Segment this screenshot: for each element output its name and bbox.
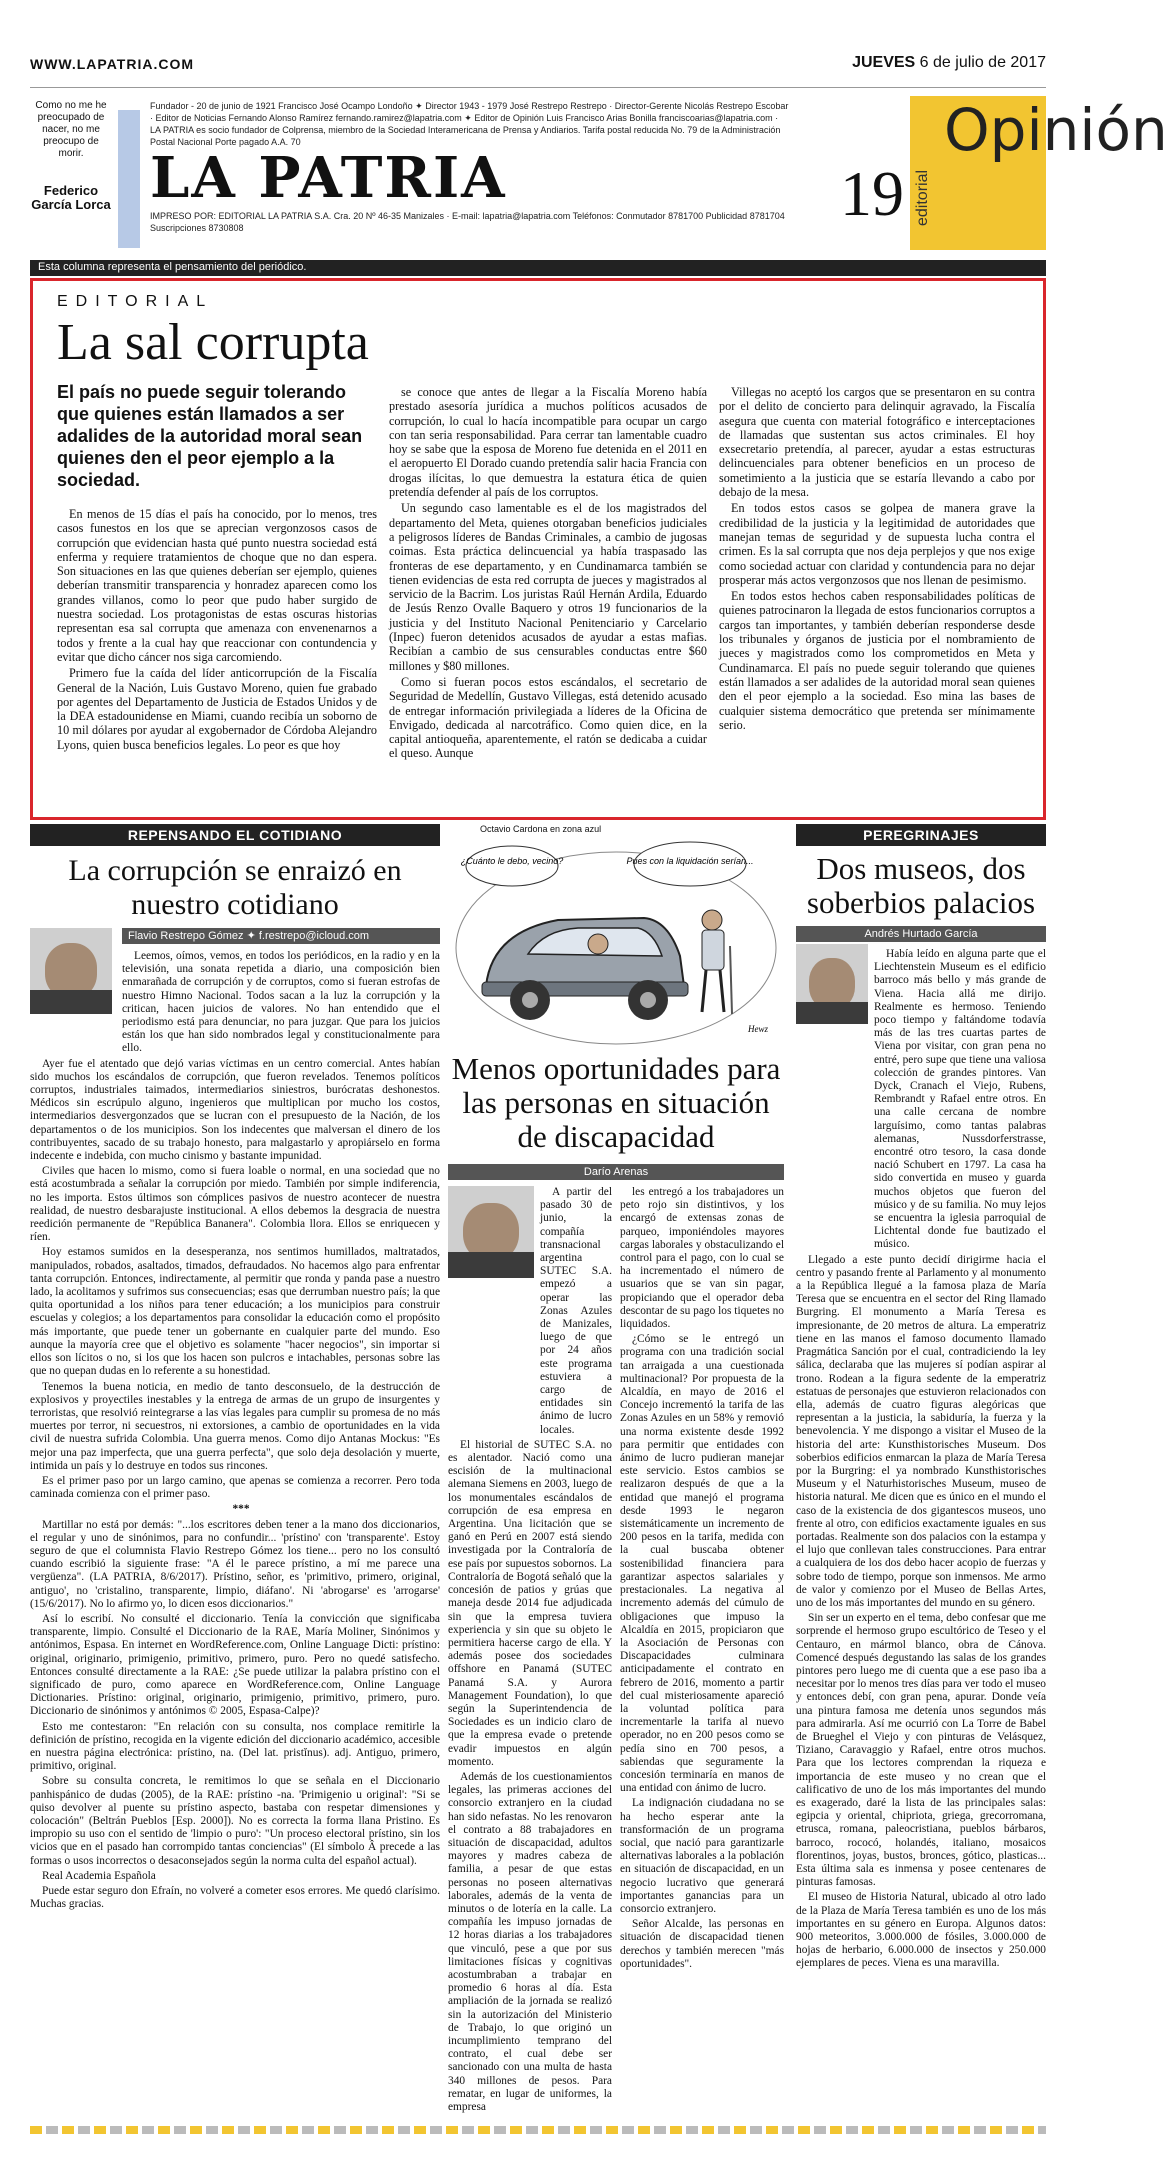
article-title: Dos museos, dos soberbios palacios (806, 851, 1036, 920)
paragraph: Sin ser un experto en el tema, debo confesar que me sorprende el hermoso grupo escultórico de Teseo y el Centauro, en mármol blanco, obra de Cánova. Comencé después degustando las salas de los grandes pintores pero luego me di cuenta que a ese paso iba a necesitar por lo menos tres días para ver todo el museo y entonces debí, con gran pena, apurar. Donde veía una pintura famosa me detenía unos segundos más para admirarla. Así me ocurrió con La Torre de Babel de Brueghel el Viejo y con pinturas de Velásquez, Tiziano, Caravaggio y Rafael, entre otros muchos. Para que los lectores comprendan la riqueza e importancia de este museo y no crean que el calificativo de uno de los más importantes del mundo es exagerado, daré la lista de las principales salas: egipcia y oriental, chipriota, griega, grecorromana, etrusca, romana, paleocristiana, pueblos bárbaros, barroco, rococó, holandés, italiano, mosaicos florentinos, joyas, bustos, bronces, gótico, plasticas... Esta última sala es inmensa y posee centenares de pinturas famosas. (796, 1612, 1046, 1889)
paragraph: A partir del pasado 30 de junio, la compañía transnacional argentina SUTEC S.A. empezó a operar las Zonas Azules de Manizales, luego de que por 24 años este programa estuviera a cargo de entidades sin ánimo de lucro locales. (540, 1186, 612, 1436)
bubble-right-text: Pues con la liquidación serían... (626, 856, 754, 866)
paragraph: Primero fue la caída del líder anticorrupción de la Fiscalía General de la Nación, Luis Gustavo Moreno, quien fue grabado por agentes del Departamento de Justicia de Estados Unidos y de la DEA estadounidense en Miami, cuando recibía un soborno de 10 mil dólares por ayudar al exgobernador de Córdoba Alejandro Lyons, quien busca beneficios legales. Lo peor es que hoy (57, 666, 377, 752)
paragraph: Martillar no está por demás: "...los escritores deben tener a la mano dos diccionarios, el regular y uno de sinónimos, para no confundir... 'prístino' con 'transparente'. Estoy seguro de que el columnista Flavio Restrepo Gómez los tiene... pero no los consultó cuando escribió la siguiente frase: "A él le parece prístino, a mí me parece una vergüenza". (LA PATRIA, 8/6/2017). Prístino, señor, es 'primitivo, primero, original, antiguo', no 'cristalino, transparente, limpio, diáfano'. Ni 'abrogarse' es 'arrogarse' (15/6/2017). No lo afirmo yo, lo dicen esos diccionarios." (30, 1518, 440, 1610)
daily-quote: Como no me he preocupado de nacer, no me preocupo de morir. (35, 100, 107, 159)
quote-author: Federico García Lorca (31, 183, 111, 212)
paragraph: Villegas no aceptó los cargos que se presentaron en su contra por el delito de concierto para delinquir agravado, la Fiscalía asegura que cuenta con material fotográfico e interceptaciones de llamadas que sustentan sus actos criminales. El hoy exsecretario pretendía, al parecer, ayudar a estas estructuras delincuenciales para obtener beneficios en un proceso de sometimiento a la justicia que se estaría llevando a cabo por debajo de la mesa. (719, 385, 1035, 500)
bubble-left-text: ¿Cuánto le debo, vecino? (460, 856, 564, 866)
paragraph: El historial de SUTEC S.A. no es alentador. Nació como una escisión de la multinacional alemana Siemens en 2003, luego de los monumentales escándalos de corrupción de esa empresa en Argentina. Una licitación que se ganó en Perú en 2007 está siendo investigada por la Contraloría de ese país por supuestos sobornos. La Contraloría de Bogotá señaló que la concesión de patios y grúas que maneja desde 2014 fue adjudicada sin que la empresa tuviera experiencia y sin que su objeto le permitiera hacerse cargo de ella. Y además posee dos sociedades offshore en Panamá (SUTEC Panamá S.A. y Aurora Management Foundation), lo que según la Superintendencia de Sociedades es un indicio claro de que la empresa evade o pretende evadir impuestos en algún momento. (448, 1438, 612, 1768)
article-column-1 (448, 1186, 612, 2116)
editorial-column-1 (57, 507, 377, 754)
article-byline: Flavio Restrepo Gómez ✦ f.restrepo@icloud.com (122, 928, 440, 944)
article-byline: Darío Arenas (448, 1164, 784, 1180)
paragraph: Llegado a este punto decidí dirigirme hacia el centro y pasando frente al Parlamento y al monumento a la República llegué a la famosa plaza de María Teresa que se encuentra en el sector del Ring llamado Burgring. El monumento a María Teresa es impresionante, de 20 metros de altura. La emperatriz tiene en las manos el famoso documento llamado Pragmática Sanción por el cual, contradiciendo la ley sálica, declaraba que las mujeres sí podían aspirar al trono. Rodean a la figura sedente de la emperatriz estatuas de personajes que estuvieron relacionados con ella, además de cuatro figuras alegóricas que representan a la justicia, la sabiduría, la fuerza y la benevolencia. Y me dispongo a visitar el Museo de la historia del arte: Kunsthistorisches Museum. Dos soberbios edificios enmarcan la plaza de María Teresa por la Burgring: el ya nombrado Kunsthistorisches Museum y el Naturhistorisches Museum, museo de historia natural. Me dicen que es único en el mundo el caso de la existencia de dos gigantescos museos, uno frente al otro, con edificios exactamente iguales en sus portadas. Realmente son dos palacios con la estampa y el lujo que conllevan tales construcciones. Para entrar a cualquiera de los dos debo hacer acopio de fuerzas y sobre todo de tiempo, porque son inmensos. Me armo de valor y comienzo por el Museo de Bellas Artes, uno de los más importantes del mundo en su género. (796, 1253, 1046, 1609)
paragraph: Como si fueran pocos estos escándalos, el secretario de Seguridad de Medellín, Gustavo Villegas, está detenido acusado de entregar información privilegiada a líderes de la Oficina de Envigado, dedicada al narcotráfico. Como quien dice, en la capital antioqueña, aparentemente, el ratón se dedicaba a cuidar el queso. Aunque (389, 674, 707, 761)
paragraph: Además de los cuestionamientos legales, las primeras acciones del consorcio extranjero en la ciudad han sido nefastas. No les renovaron el contrato a 88 trabajadores en situación de discapacidad, adultos mayores y madres cabeza de familia, a pesar de que estas personas no poseen alternativas laborales, además de la venta de minutos o de lotería en la calle. La compañía les impuso jornadas de 12 horas diarias a los trabajadores que vinculó, pese a que por sus limitaciones físicas y cognitivas acostumbraban a trabajar en promedio 6 horas al día. Esta ampliación de la jornada se realizó sin la autorización del Ministerio de Trabajo, lo que originó un incumplimiento temprano del contrato, el cual debe ser sancionado con una multa de hasta 340 millones de pesos. Para rematar, en lugar de uniformes, la empresa (448, 1770, 612, 2114)
paragraph: Civiles que hacen lo mismo, como si fuera loable o normal, en una sociedad que no está acostumbrada a señalar la corrupción por miedo. También por simple indiferencia, no les importa. Estos últimos son cómplices pasivos de nuestro acontecer de nuestra realidad, de nuestro desbarajuste institucional. A ellos debemos la desgracia de nuestra reedición permanente de "República Bananera". Colombia llora. Ellos se enriquecen y ríen. (30, 1165, 440, 1244)
paragraph: Un segundo caso lamentable es el de los magistrados del departamento del Meta, quienes otorgaban beneficios judiciales a peligrosos líderes de Bandas Criminales, a cambio de jugosas coimas. Esta práctica delincuencial ya había traspasado las fronteras de ese departamento, y en Cundinamarca también se tienen evidencias de esta red corrupta de jueces y magistrados al servicio de la Bacrim. Los juristas Raúl Hernán Ardila, Eduardo de Jesús Renzo Ovalle Baquero y otros 19 funcionarios de la justicia y del Instituto Nacional Penitenciario y Carcelario (Inpec) fueron detenidos acusados de ayudar a estas mafias. Recibían a cambio de sus censurables conductas entre $60 millones y $80 millones. (389, 501, 707, 673)
editorial-box (30, 278, 1046, 820)
cartoon (448, 824, 784, 1046)
paragraph: Leemos, oímos, vemos, en todos los periódicos, en la radio y en la televisión, una sonata repetida a diario, una composición bien enmarañada de corrupción y de corruptos, como si fueran estrofas de nuestro Himno Nacional. Todos sacan a la luz la corrupción y la critican, hacen juicios de valores. No han entendido que el periodismo está para denunciar, no para juzgar. Que para los juicios están los que han sido nombrados legal y constitucionalmente para ello. (122, 950, 440, 1055)
paragraph: La indignación ciudadana no se ha hecho esperar ante la transformación de un programa social, que nació para garantizarle alternativas laborales a la población en situación de discapacidad, en un negocio lucrativo que generará importantes ganancias para un consorcio extranjero. (620, 1797, 784, 1915)
page-number: 19 (840, 158, 904, 229)
column-note: Esta columna representa el pensamiento del periódico. (30, 260, 1046, 276)
paragraph: Puede estar seguro don Efraín, no volveré a cometer esos errores. Me quedó clarísimo. Muchas gracias. (30, 1885, 440, 1911)
cartoon-signature: Hewz (748, 1024, 768, 1034)
editorial-column-2 (389, 385, 707, 763)
article-body (796, 948, 1046, 1973)
staff-credits: Fundador - 20 de junio de 1921 Francisco José Ocampo Londoño ✦ Director 1943 - 1979 José Restrepo Restrepo · Director-Gerente Nicolás Restrepo Escobar · Editor de Noticias Fernando Alonso Ramírez fernando.ramirez@lapatria.com ✦ Editor de Opinión Luis Francisco Arias Bonilla franciscoarias@lapatria.com · LA PATRIA es socio fundador de Colprensa, miembro de la Sociedad Interamericana de Prensa y Andiarios. Tarifa postal reducida No. 79 de la Administración Postal Nacional Porte pagado A.A. 70 (150, 101, 789, 147)
footer-pattern (30, 2126, 1046, 2134)
separator: *** (232, 1503, 250, 1516)
paragraph: Ayer fue el atentado que dejó varias víctimas en un centro comercial. Antes habían sido muchos los escándalos de corrupción, que fueron revelados. Tenemos políticos corruptos, industriales taimados, intermediarios siniestros, burócratas deshonestos. Médicos sin escrúpulo alguno, ingenieros que multiplican por mucho los costos, intermediarios desvergonzados que se lucran con el presupuesto de la Nación, de los departamentos o de los municipios. Son los indecentes que malversan el dinero de los contribuyentes, sacado de su trabajo honesto, para malgastarlo y apropiárselo en forma indecente e indebida, con mucho cinismo y bastante impunidad. (30, 1057, 440, 1163)
paragraph: Había leído en alguna parte que el Liechtenstein Museum es el edificio barroco más bello y más grande de Viena. Hacia allá me dirijo. Realmente es hermoso. Teniendo poco tiempo y faltándome todavía más de las tres cuartas partes de Viena por visitar, con gran pena no entré, pero supe que tiene una valiosa colección de grandes pintores. Van Dyck, Cranach el Viejo, Rubens, Rembrandt y Rafael entre otros. En una calle cercana de nombre larguísimo, como tantas palabras alemanas, Nussdorferstrasse, encontré otro tesoro, la casa donde nació Schubert en 1797. La casa ha sido convertida en museo y guarda muchos objetos que fueron del músico y de su familia. No muy lejos se encuentra la iglesia parroquial de Lichtental donde fue bautizado el músico. (874, 948, 1046, 1251)
editorial-kicker: EDITORIAL (57, 293, 214, 310)
editorial-column-3 (719, 385, 1035, 734)
paragraph: les entregó a los trabajadores un peto rojo sin distintivos, y los encargó de extensas zonas de parqueo, imponiéndoles mayores cargas laborales y obstaculizando el control para el pago, con lo cual se ha incrementado el número de usuarios que se van sin pagar, propiciando que el operador deba descontar de su pago los tiquetes no liquidados. (620, 1186, 784, 1331)
section-badge (910, 96, 1168, 250)
paragraph: El museo de Historia Natural, ubicado al otro lado de la Plaza de María Teresa también es uno de los más importantes en su género en Europa. Algunos datos: 900 meteoritos, 3.000.000 de fósiles, 3.000.000 de hojas de herbario, 6.000.000 de insectos y 250.000 ejemplares de peces. Viena es una maravilla. (796, 1891, 1046, 1970)
paragraph: Es el primer paso por un largo camino, que apenas se comienza a recorrer. Pero toda caminada comienza con el primer paso. (30, 1474, 440, 1501)
printer-info: IMPRESO POR: EDITORIAL LA PATRIA S.A. Cra. 20 Nº 46-35 Manizales · E-mail: lapatria@lapatria.com Teléfonos: Conmutador 8781700 Publicidad 8781704 Suscripciones 8730808 (150, 211, 785, 233)
masthead (30, 96, 1168, 254)
editorial-lead: El país no puede seguir tolerando que quienes están llamados a ser adalides de la autoridad moral sean quienes den el peor ejemplo a la sociedad. (57, 382, 363, 490)
article-title: La corrupción se enraizó en nuestro cotidiano (68, 854, 402, 921)
date-day: JUEVES (852, 54, 916, 71)
article-byline: Andrés Hurtado García (796, 926, 1046, 942)
section-header: REPENSANDO EL COTIDIANO (30, 824, 440, 846)
paragraph: Hoy estamos sumidos en la desesperanza, nos sentimos humillados, maltratados, manipulados, robados, asaltados, timados, defraudados. No hacemos algo para enfrentar tanta corrupción. Entonces, indirectamente, al permitir que ronda y panda pase a nuestro lado, la acolitamos y sufrimos sus consecuencias; esas que derrumban nuestro país; la que quita oportunidad a los niños para tener educación; a los municipios para construir escuelas y colegios; a los departamentos para consolidar la educación como el propósito más importante, que puede tener un gobernante en cualquier parte del mundo. Eso aunque la mayoría cree que el objetivo es solamente "hacer negocios", sin importar si ellos son lícitos o no, si los que los hacen son pulcros e intachables, personas sobre las que no quepan dudas en lo referente a su honestidad. (30, 1246, 440, 1378)
paragraph: Así lo escribí. No consulté el diccionario. Tenía la convicción que significaba transparente, limpio. Consulté el Diccionario de la RAE, María Moliner, Sinónimos y antónimos, Espasa. En internet en WordReference.com, Online Language Dicti: prístino: original, originario, primigenio, primitivo, primero, puro. Pero no quedé satisfecho. Entonces consulté directamente a la RAE: ¿Se puede utilizar la palabra prístino con el significado de puro, como aparece en WordReference.com, Online Language Dictionaries. Prístino: original, originario, primigenio, primitivo, primero, puro. Diccionario de sinónimos y antónimos © 2005, Espasa-Calpe)? (30, 1612, 440, 1718)
section-name: Opinión (944, 96, 1168, 164)
paragraph: Sobre su consulta concreta, le remitimos lo que se señala en el Diccionario panhispánico de dudas (2005), de la RAE: prístino -na. 'Primigenio u original': "Si se quiso devolver al puente su prístino aspecto, bastaba con respetar dimensiones y colocación" (Beltrán Pueblos [Esp. 2000]). No es correcta la forma llana Pristino. Es impropio su uso con el sentido de 'limpio o puro': "Un proceso electoral prístino, sin los vicios que en el pasado han corrompido tantas conciencias" (El símbolo Â precede a las formas o usos incorrectos o desaconsejados según la norma culta del español actual). (30, 1775, 440, 1867)
cartoon-credit: Octavio Cardona en zona azul (480, 824, 602, 834)
newspaper-logo: LA PATRIA (150, 145, 507, 211)
article-title: Menos oportunidades para las personas en situación de discapacidad (451, 1051, 781, 1154)
cartoon-drawing (448, 836, 784, 1046)
paragraph: Real Academia Española (42, 1869, 156, 1882)
article-column-2 (620, 1186, 784, 1973)
paragraph: Esto me contestaron: "En relación con su consulta, nos complace remitirle la definición de prístino, recogida en la vigente edición del diccionario académico, accesible en nuestra página electrónica: prístino, na. (Del lat. pristĭnus). adj. Antiguo, primero, primitivo, original. (30, 1720, 440, 1773)
paragraph: En todos estos casos se golpea de manera grave la credibilidad de la justicia y la legitimidad de autoridades que manejan temas de seguridad y de supuesta lucha contra el crimen. Es la sal corrupta que nos deja perplejos y que nos exige como sociedad actuar con claridad y contundencia para no dejar prosperar más actos vergonzosos que nos llenan de pesimismo. (719, 501, 1035, 587)
paragraph: En todos estos hechos caben responsabilidades políticas de quienes patrocinaron la llegada de estos funcionarios corruptos a cargos tan importantes, y también deberían responderse desde los tribunales y órganos de justicia por el nombramiento de jueces y magistrados como los comprometidos en Meta y Cundinamarca. El país no puede seguir tolerando que quienes están llamados a ser adalides de la autoridad moral sean quienes den el peor ejemplo a la sociedad. Eso mina las bases de cualquier sistema democrático que pretenda ser mínimamente serio. (719, 589, 1035, 732)
publication-date (852, 54, 1046, 72)
side-stamp (118, 110, 140, 248)
site-url[interactable]: WWW.LAPATRIA.COM (30, 56, 195, 72)
paragraph: ¿Cómo se le entregó un programa con una tradición social tan arraigada a una cuestionada multinacional? Por propuesta de la Alcaldía, en mayo de 2016 el Concejo incrementó la tarifa de las Zonas Azules en un 58% y removió una norma existente desde 1992 para permitir que entidades con ánimo de lucro pudieran manejar este servicio. Estos cambios se realizaron después de que a la entidad que manejó el programa desde 1993 le negaron sistemáticamente un incremento de 200 pesos en la tarifa, medida con la cual buscaba obtener sostenibilidad financiera para garantizar aspectos salariales y prestacionales. La negativa al incremento además del cúmulo de obligaciones que impuso la Alcaldía en 2015, propiciaron que la Asociación de Personas con Discapacidades culminara anticipadamente el contrato en febrero de 2016, momento a partir del cual misteriosamente apareció la voluntad política para incrementarle la tarifa al nuevo operador, no en 200 pesos como se pedía sino en 700 pesos, a sabiendas que seguramente la concesión terminaría en manos de una entidad con ánimo de lucro. (620, 1333, 784, 1795)
paragraph: Señor Alcalde, las personas en situación de discapacidad tienen derechos y también merecen "más oportunidades". (620, 1918, 784, 1970)
article-body (30, 950, 440, 1913)
paragraph: se conoce que antes de llegar a la Fiscalía Moreno había prestado asesoría jurídica a muchos políticos acusados de corrupción, lo cual lo hacía incompatible para ocupar un cargo con tan seria responsabilidad. Para cerrar tan lamentable cuadro hoy se sabe que la esposa de Moreno fue detenida en el 2011 en el aeropuerto El Dorado cuando pretendía salir hacia Francia con drogas ilícitas, lo que demuestra la estatura ética de quien pretendía defender al país de los corruptos. (389, 385, 707, 500)
top-bar (30, 48, 1046, 88)
section-word: editorial (914, 169, 931, 226)
date-rest: 6 de julio de 2017 (919, 54, 1046, 71)
paragraph: En menos de 15 días el país ha conocido, por lo menos, tres casos funestos en los que se aprecian vergonzosos casos de corrupción que evidencian hasta qué punto nuestra sociedad está enferma y requiere tratamientos de choque que no dan espera. Son situaciones en las que quienes deberían ser ejemplo, quienes deberían transmitir transparencia y honradez aparecen como los grandes villanos, como lo peor que pudo haber surgido de nuestra sociedad. Los protagonistas de estas oscuras historias representan esa sal corrupta que amenaza con envenenarnos a todos y frente a la cual hay que reaccionar con contundencia y evitar que dicho cáncer nos siga carcomiendo. (57, 507, 377, 664)
paragraph: Tenemos la buena noticia, en medio de tanto desconsuelo, de la destrucción de explosivos y proyectiles inestables y la entrega de armas de un grupo de insurgentes y terroristas, que resolvió reintegrarse a las vías legales para cumplir su promesa de no más muertes por terror, ni secuestros, ni extorsiones, a cambio de oportunidades en la vida civil de nuestra sufrida Colombia. Una guerra menos. Como dijo Antanas Mockus: "Es mejor una paz imperfecta, que una guerra perfecta", que solo deja desolación y muerte, intimida un país y lo destruye en todos sus rincones. (30, 1380, 440, 1472)
editorial-title: La sal corrupta (57, 314, 369, 371)
section-header: PEREGRINAJES (796, 824, 1046, 846)
